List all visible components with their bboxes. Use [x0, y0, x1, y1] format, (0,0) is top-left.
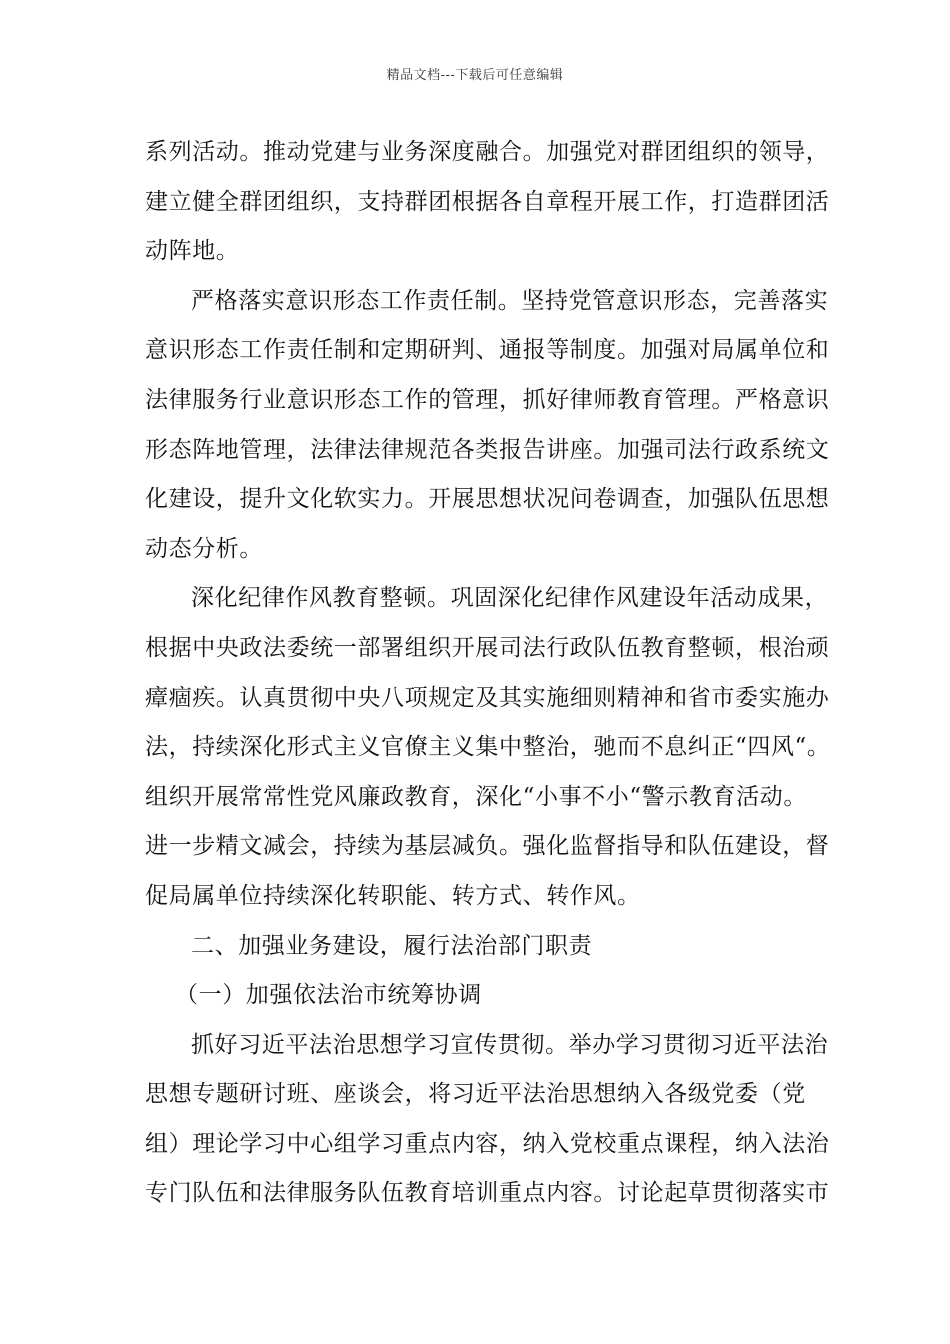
body-line: 组）理论学习中心组学习重点内容，纳入党校重点课程，纳入法治 [145, 1130, 830, 1157]
body-line: 法律服务行业意识形态工作的管理，抓好律师教育管理。严格意识 [145, 386, 830, 413]
body-line: 动态分析。 [145, 535, 263, 562]
body-line: 促局属单位持续深化转职能、转方式、转作风。 [145, 882, 641, 909]
body-line: 意识形态工作责任制和定期研判、通报等制度。加强对局属单位和 [145, 337, 830, 364]
body-line: 抓好习近平法治思想学习宣传贯彻。举办学习贯彻习近平法治 [191, 1031, 829, 1058]
body-line: 瘴痼疾。认真贯彻中央八项规定及其实施细则精神和省市委实施办 [145, 684, 830, 711]
section-heading: 二、加强业务建设，履行法治部门职责 [191, 932, 593, 959]
body-line: 专门队伍和法律服务队伍教育培训重点内容。讨论起草贯彻落实市 [145, 1180, 830, 1207]
document-body [145, 132, 831, 1223]
page-header: 精品文档---下载后可任意编辑 [386, 68, 564, 83]
subsection-heading: （一）加强依法治市统筹协调 [175, 982, 482, 1009]
body-line: 深化纪律作风教育整顿。巩固深化纪律作风建设年活动成果， [191, 585, 829, 612]
body-line: 法，持续深化形式主义官僚主义集中整治，驰而不息纠正“四风“。 [145, 734, 831, 761]
body-line: 系列活动。推动党建与业务深度融合。加强党对群团组织的领导， [145, 139, 830, 165]
body-line: 形态阵地管理，法律法律规范各类报告讲座。加强司法行政系统文 [145, 436, 830, 463]
body-line: 思想专题研讨班、座谈会，将习近平法治思想纳入各级党委（党 [145, 1081, 806, 1108]
body-line: 组织开展常常性党风廉政教育，深化“小事不小“警示教育活动。 [145, 783, 807, 810]
body-line: 建立健全群团组织，支持群团根据各自章程开展工作，打造群团活 [145, 188, 830, 215]
body-line: 进一步精文减会，持续为基层减负。强化监督指导和队伍建设，督 [145, 833, 830, 860]
body-line: 动阵地。 [145, 238, 240, 265]
body-line: 根据中央政法委统一部署组织开展司法行政队伍教育整顿，根治顽 [145, 634, 830, 661]
body-line: 严格落实意识形态工作责任制。坚持党管意识形态，完善落实 [191, 287, 829, 314]
body-line: 化建设，提升文化软实力。开展思想状况问卷调查，加强队伍思想 [145, 486, 830, 513]
